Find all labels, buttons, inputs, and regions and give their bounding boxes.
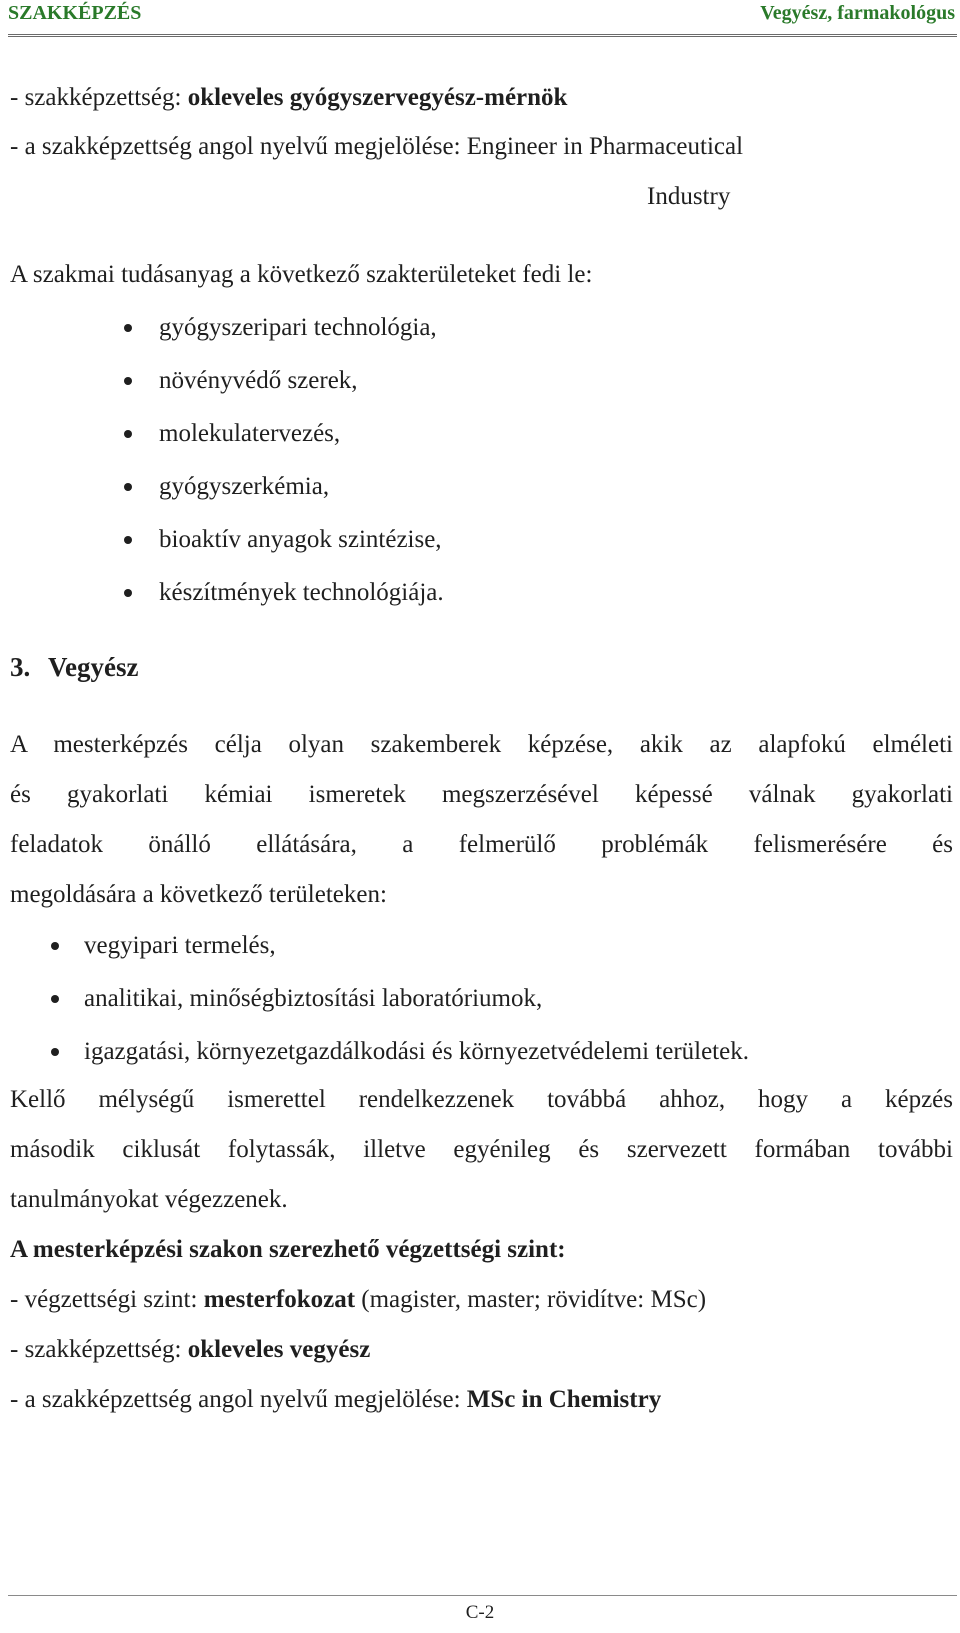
chemist-further-line-1: Kellő mélységű ismerettel rendelkezzenek továbbá ahhoz, hogy a képzés [10,1086,953,1113]
degree-heading: A mesterképzési szakon szerezhető végzettségi szint: [10,1236,566,1263]
degree-level-prefix: - végzettségi szint: [10,1286,204,1313]
bullet-icon [51,995,59,1003]
list-item-label: vegyipari termelés, [84,932,276,959]
list-item-label: növényvédő szerek, [159,367,358,394]
list-item-label: gyógyszeripari technológia, [159,314,437,341]
bullet-icon [124,324,132,332]
list-item-label: analitikai, minőségbiztosítási laboratóriumok, [84,985,543,1012]
chemist-intro-last: megoldására a következő területeken: [10,881,387,908]
chemist-qualification-value: okleveles vegyész [187,1336,371,1363]
page-header [8,0,957,37]
pharma-qualification-prefix: - szakképzettség: [10,84,188,111]
chemist-english-value: MSc in Chemistry [466,1386,662,1413]
footer-divider [8,1595,957,1596]
chemist-english-line [10,1385,661,1415]
chemist-further-line-2: második ciklusát folytassák, illetve egyénileg és szervezett formában további [10,1136,953,1163]
chemist-intro-line-1: A mesterképzés célja olyan szakemberek képzése, akik az alapfokú elméleti [10,731,953,758]
pharma-qualification-line [10,83,567,113]
bullet-icon [51,1048,59,1056]
header-right-title: Vegyész, farmakológus [760,2,955,24]
bullet-icon [124,483,132,491]
chemist-qualification-prefix: - szakképzettség: [10,1336,188,1363]
degree-level-value: mesterfokozat [203,1286,356,1313]
pharma-areas-intro: A szakmai tudásanyag a következő szakterületeket fedi le: [10,261,593,288]
bullet-icon [124,536,132,544]
section-number: 3. [10,652,31,682]
degree-level-suffix: (magister, master; rövidítve: MSc) [355,1286,707,1313]
list-item-label: igazgatási, környezetgazdálkodási és környezetvédelemi területek. [84,1038,749,1065]
list-item-label: készítmények technológiája. [159,579,444,606]
bullet-icon [51,942,59,950]
bullet-icon [124,430,132,438]
chemist-qualification-line [10,1335,370,1365]
degree-level-line [10,1285,706,1315]
list-item-label: bioaktív anyagok szintézise, [159,526,442,553]
header-left-title: SZAKKÉPZÉS [8,2,142,24]
chemist-further-last: tanulmányokat végezzenek. [10,1186,288,1213]
list-item-label: molekulatervezés, [159,420,341,447]
chemist-english-prefix: - a szakképzettség angol nyelvű megjelölése: [10,1386,467,1413]
list-item-label: gyógyszerkémia, [159,473,330,500]
section-title: Vegyész [48,652,139,682]
page-number: C-2 [465,1602,495,1623]
bullet-icon [124,589,132,597]
pharma-english-name: - a szakképzettség angol nyelvű megjelölése: Engineer in Pharmaceutical [10,133,744,160]
pharma-qualification-value: okleveles gyógyszervegyész-mérnök [187,84,568,111]
bullet-icon [124,377,132,385]
chemist-intro-line-3: feladatok önálló ellátására, a felmerülő problémák felismerésére és [10,831,953,858]
section-heading [10,651,138,683]
chemist-intro-line-2: és gyakorlati kémiai ismeretek megszerzésével képessé válnak gyakorlati [10,781,953,808]
pharma-english-name-cont: Industry [647,183,731,210]
